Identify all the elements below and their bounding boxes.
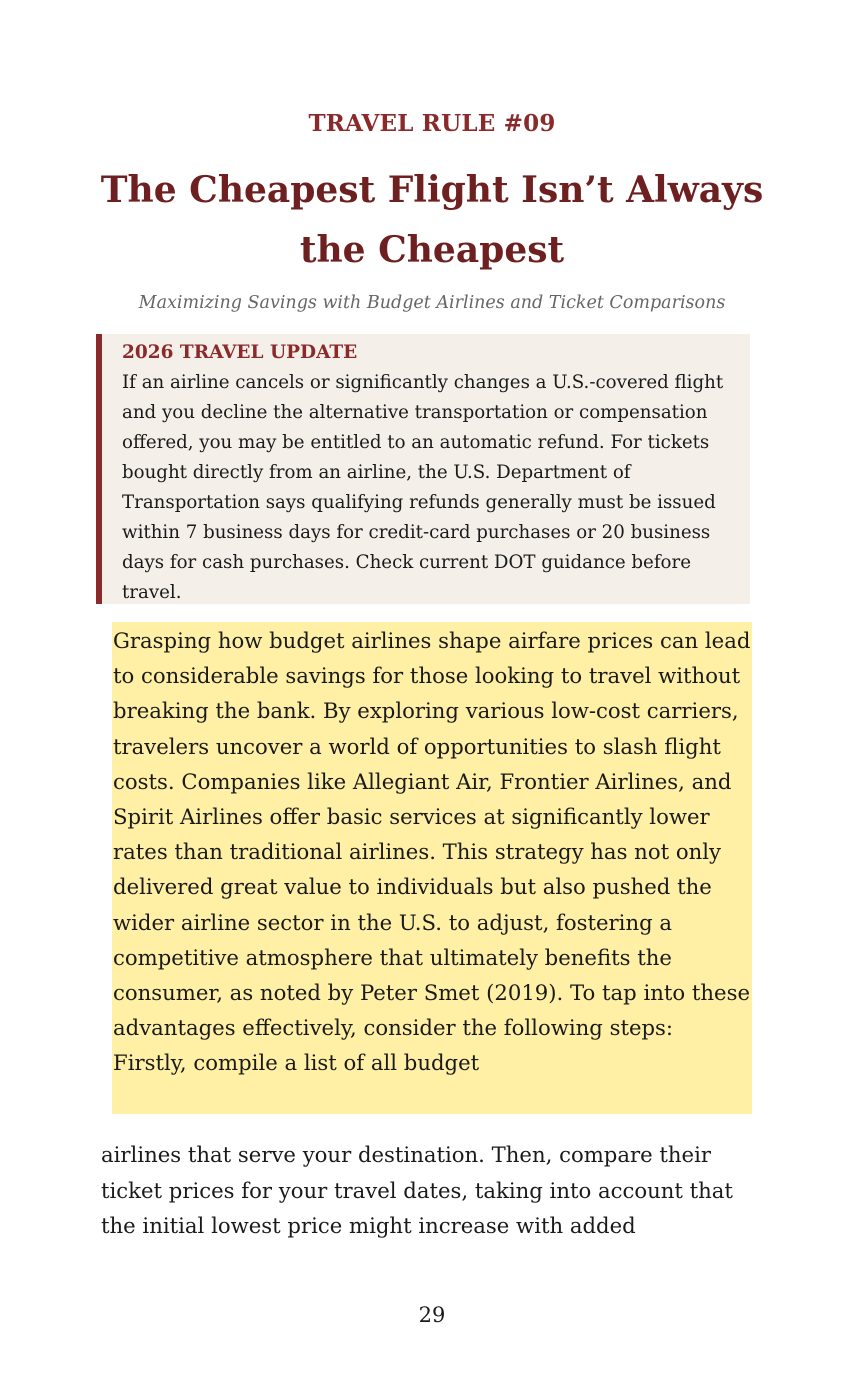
page-subtitle: Maximizing Savings with Budget Airlines and Ticket Comparisons [138,293,726,313]
highlighted-passage[interactable] [112,622,752,1114]
travel-update-callout [96,334,750,604]
page-title: The Cheapest Flight Isn’t Always the Cheapest [100,169,764,271]
rule-label: TRAVEL RULE #09 [308,110,556,137]
update-heading: 2026 TRAVEL UPDATE [122,342,358,363]
page-number: 29 [418,1303,446,1327]
body-paragraph: airlines that serve your destination. Then, compare their ticket prices for your travel dates, taking into account that the initial lowest price might increase with added [101,1142,733,1238]
highlighted-paragraph: Grasping how budget airlines shape airfare prices can lead to considerable savings for those looking to travel without breaking the bank. By exploring various low-cost carriers, travelers uncover a world of opportunities to slash flight costs. Companies like Allegiant Air, Frontier Airlines, and Spirit Airlines offer basic services at significantly lower rates than traditional airlines. This strategy has not only delivered great value to individuals but also pushed the wider airline sector in the U.S. to adjust, fostering a competitive atmosphere that ultimately benefits the consumer, as noted by Peter Smet (2019). To tap into these advantages effectively, consider the following steps: Firstly, compile a list of all budget [113,628,751,1076]
update-text: If an airline cancels or significantly changes a U.S.-covered flight and you decline the alternative transportation or compensation offered, you may be entitled to an automatic refund. For tickets bought directly from an airline, the U.S. Department of Transportation says qualifying refunds generally must be issued within 7 business days for credit-card purchases or 20 business days for cash purchases. Check current DOT guidance before travel. [122,372,724,603]
